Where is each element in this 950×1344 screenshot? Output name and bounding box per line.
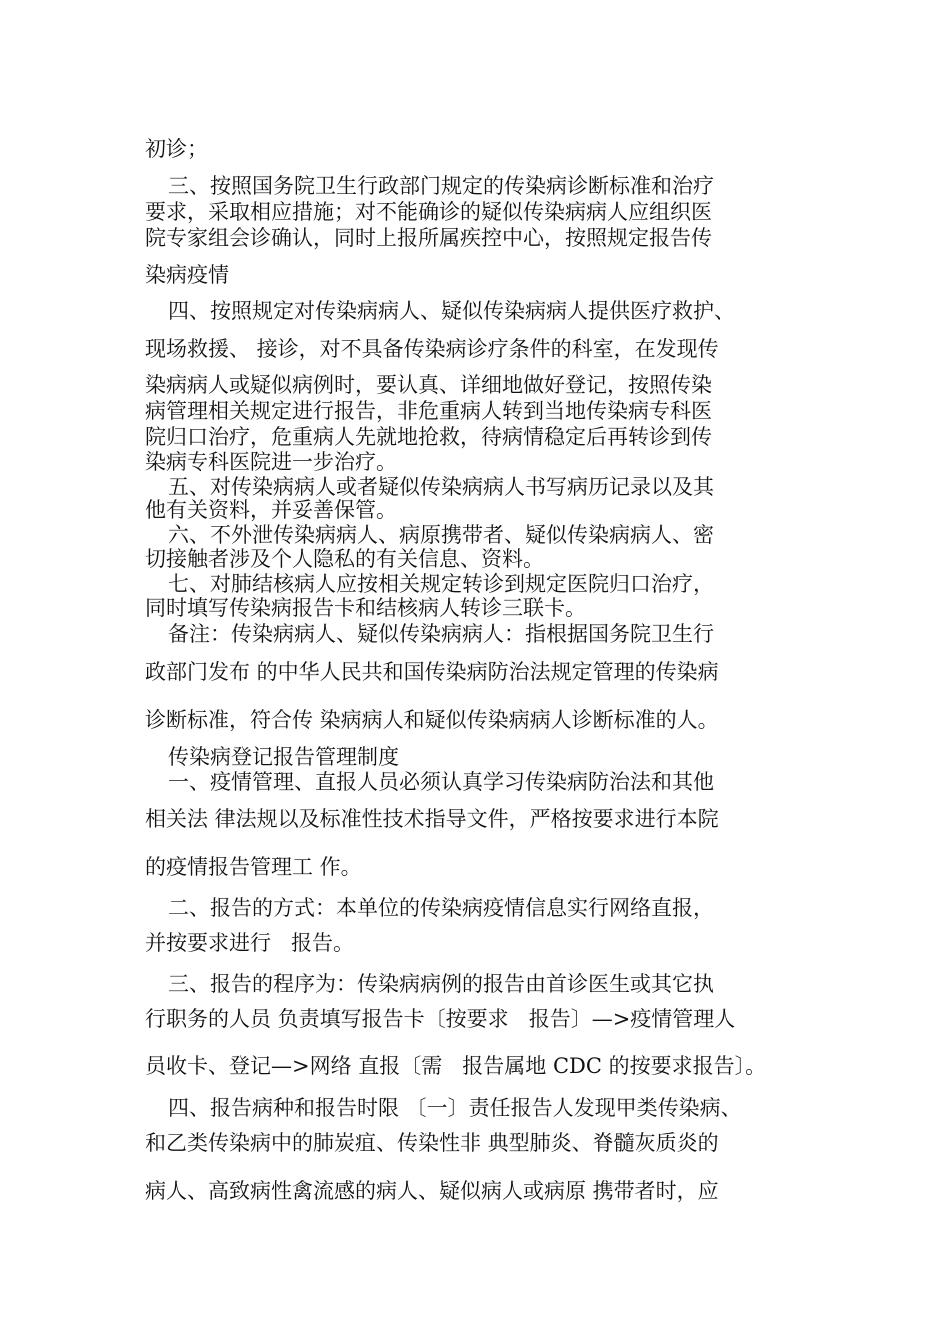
text-line-5: 染病疫情 [145, 263, 229, 287]
text-line-31: 和乙类传染病中的肺炭疽、传染性非 典型肺炎、脊髓灰质炎的 [145, 1131, 719, 1155]
text-line-28: 行职务的人员 负责填写报告卡〔按要求 报告〕—>疫情管理人 [145, 1007, 736, 1031]
text-line-13: 他有关资料，并妥善保管。 [145, 498, 397, 522]
text-line-16: 七、对肺结核病人应按相关规定转诊到规定医院归口治疗， [168, 572, 714, 596]
text-line-10: 院归口治疗，危重病人先就地抢救，待病情稳定后再转诊到传 [145, 425, 712, 449]
text-line-29: 员收卡、登记—>网络 直报〔需 报告属地 CDC 的按要求报告〕。 [145, 1054, 767, 1078]
text-line-22: 一、疫情管理、直报人员必须认真学习传染病防治法和其他 [168, 770, 714, 794]
section-heading: 传染病登记报告管理制度 [168, 745, 399, 769]
text-line-14: 六、不外泄传染病病人、病原携带者、疑似传染病病人、密 [168, 523, 714, 547]
text-line-20: 诊断标准，符合传 染病病人和疑似传染病病人诊断标准的人。 [145, 708, 719, 732]
text-line-11: 染病专科医院进一步治疗。 [145, 450, 397, 474]
text-line-19: 政部门发布 的中华人民共和国传染病防治法规定管理的传染病 [145, 660, 719, 684]
text-line-23: 相关法 律法规以及标准性技术指导文件，严格按要求进行本院 [145, 807, 719, 831]
text-line-2: 三、按照国务院卫生行政部门规定的传染病诊断标准和治疗 [168, 174, 714, 198]
text-line-1: 初诊； [145, 137, 208, 161]
text-line-8: 染病病人或疑似病例时，要认真、详细地做好登记，按照传染 [145, 373, 712, 397]
text-line-9: 病管理相关规定进行报告，非危重病人转到当地传染病专科医 [145, 399, 712, 423]
text-line-32: 病人、高致病性禽流感的病人、疑似病人或病原 携带者时，应 [145, 1179, 719, 1203]
text-line-12: 五、对传染病病人或者疑似传染病病人书写病历记录以及其 [168, 475, 714, 499]
text-line-24: 的疫情报告管理工 作。 [145, 855, 362, 879]
text-line-6: 四、按照规定对传染病病人、疑似传染病病人提供医疗救护、 [168, 299, 735, 323]
text-line-30: 四、报告病种和报告时限 〔一〕责任报告人发现甲类传染病、 [168, 1096, 742, 1120]
text-line-3: 要求，采取相应措施；对不能确诊的疑似传染病病人应组织医 [145, 200, 712, 224]
text-line-25: 二、报告的方式：本单位的传染病疫情信息实行网络直报， [168, 896, 714, 920]
text-line-26: 并按要求进行 报告。 [145, 931, 355, 955]
text-line-15: 切接触者涉及个人隐私的有关信息、资料。 [145, 547, 544, 571]
text-line-18: 备注：传染病病人、疑似传染病病人：指根据国务院卫生行 [168, 622, 714, 646]
text-line-17: 同时填写传染病报告卡和结核病人转诊三联卡。 [145, 596, 586, 620]
text-line-7: 现场救援、 接诊，对不具备传染病诊疗条件的科室，在发现传 [145, 337, 719, 361]
text-line-4: 院专家组会诊确认，同时上报所属疾控中心，按照规定报告传 [145, 226, 712, 250]
text-line-27: 三、报告的程序为：传染病病例的报告由首诊医生或其它执 [168, 972, 714, 996]
